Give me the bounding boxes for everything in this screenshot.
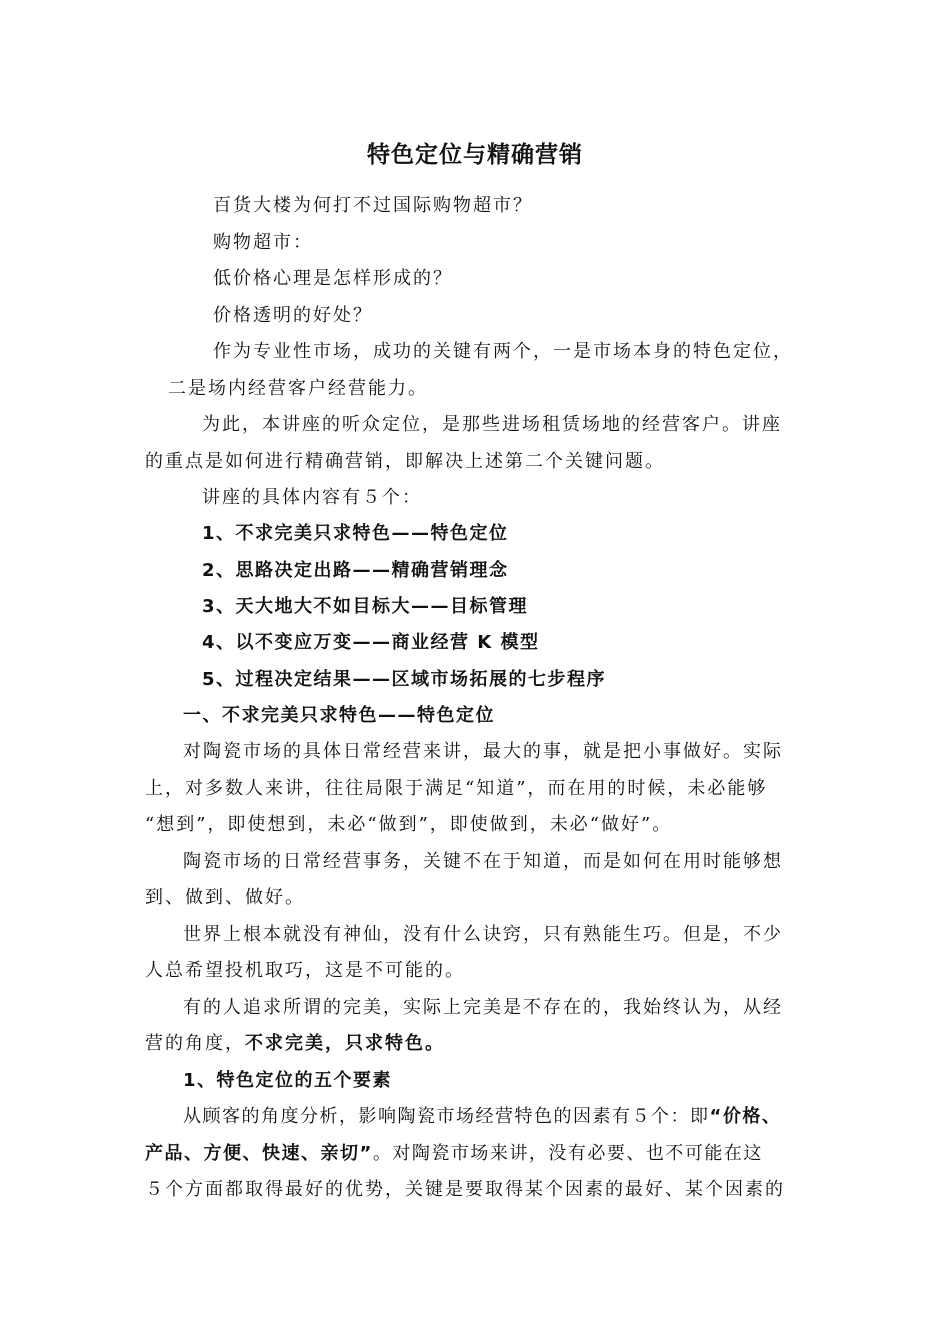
toc-item: 5、过程决定结果——区域市场拓展的七步程序 [202, 669, 607, 690]
paragraph-line: 人总希望投机取巧，这是不可能的。 [145, 960, 465, 981]
paragraph-text: 。对陶瓷市场来讲，没有必要、也不可能在这 [372, 1143, 763, 1164]
paragraph-line: 世界上根本就没有神仙，没有什么诀窍，只有熟能生巧。但是，不少 [183, 924, 783, 945]
intro-line: 百货大楼为何打不过国际购物超市？ [213, 195, 533, 216]
paragraph-line: 陶瓷市场的日常经营事务，关键不在于知道，而是如何在用时能够想 [183, 851, 783, 872]
paragraph-line: 有的人追求所谓的完美，实际上完美是不存在的，我始终认为，从经 [183, 997, 783, 1018]
emphasis-text: “价格、 [709, 1106, 782, 1127]
paragraph-line: 的重点是如何进行精确营销，即解决上述第二个关键问题。 [145, 451, 665, 472]
paragraph-line [183, 1102, 781, 1128]
paragraph-line: 到、做到、做好。 [145, 887, 305, 908]
intro-line: 价格透明的好处？ [213, 305, 373, 326]
emphasis-text: 产品、方便、快速、亲切” [145, 1143, 373, 1164]
toc-item: 3、天大地大不如目标大——目标管理 [202, 596, 529, 617]
paragraph-line: 讲座的具体内容有５个： [202, 487, 422, 508]
subsection-heading: 1、特色定位的五个要素 [183, 1070, 393, 1091]
paragraph-line: 上，对多数人来讲，往往局限于满足“知道”，而在用的时候，未必能够 [145, 778, 768, 799]
section-heading: 一、不求完美只求特色——特色定位 [183, 705, 495, 726]
paragraph-line: ５个方面都取得最好的优势，关键是要取得某个因素的最好、某个因素的 [145, 1179, 785, 1200]
emphasis-text: 不求完美，只求特色。 [245, 1033, 445, 1054]
paragraph-line: 作为专业性市场，成功的关键有两个，一是市场本身的特色定位， [213, 341, 793, 362]
intro-line: 低价格心理是怎样形成的？ [213, 268, 453, 289]
intro-line: 购物超市： [213, 232, 313, 253]
paragraph-line [145, 1139, 763, 1165]
paragraph-line: 二是场内经营客户经营能力。 [168, 378, 428, 399]
paragraph-line: “想到”，即使想到，未必“做到”，即使做到，未必“做好”。 [145, 814, 673, 835]
toc-item: 4、以不变应万变——商业经营 K 模型 [202, 632, 540, 653]
paragraph-line: 对陶瓷市场的具体日常经营来讲，最大的事，就是把小事做好。实际 [183, 741, 783, 762]
document-title: 特色定位与精确营销 [367, 142, 583, 168]
paragraph-line [145, 1029, 445, 1055]
toc-item: 2、思路决定出路——精确营销理念 [202, 560, 509, 581]
paragraph-text: 营的角度， [145, 1033, 245, 1054]
toc-item: 1、不求完美只求特色——特色定位 [202, 523, 509, 544]
paragraph-text: 从顾客的角度分析，影响陶瓷市场经营特色的因素有５个：即 [183, 1106, 710, 1127]
paragraph-line: 为此，本讲座的听众定位，是那些进场租赁场地的经营客户。讲座 [202, 414, 782, 435]
